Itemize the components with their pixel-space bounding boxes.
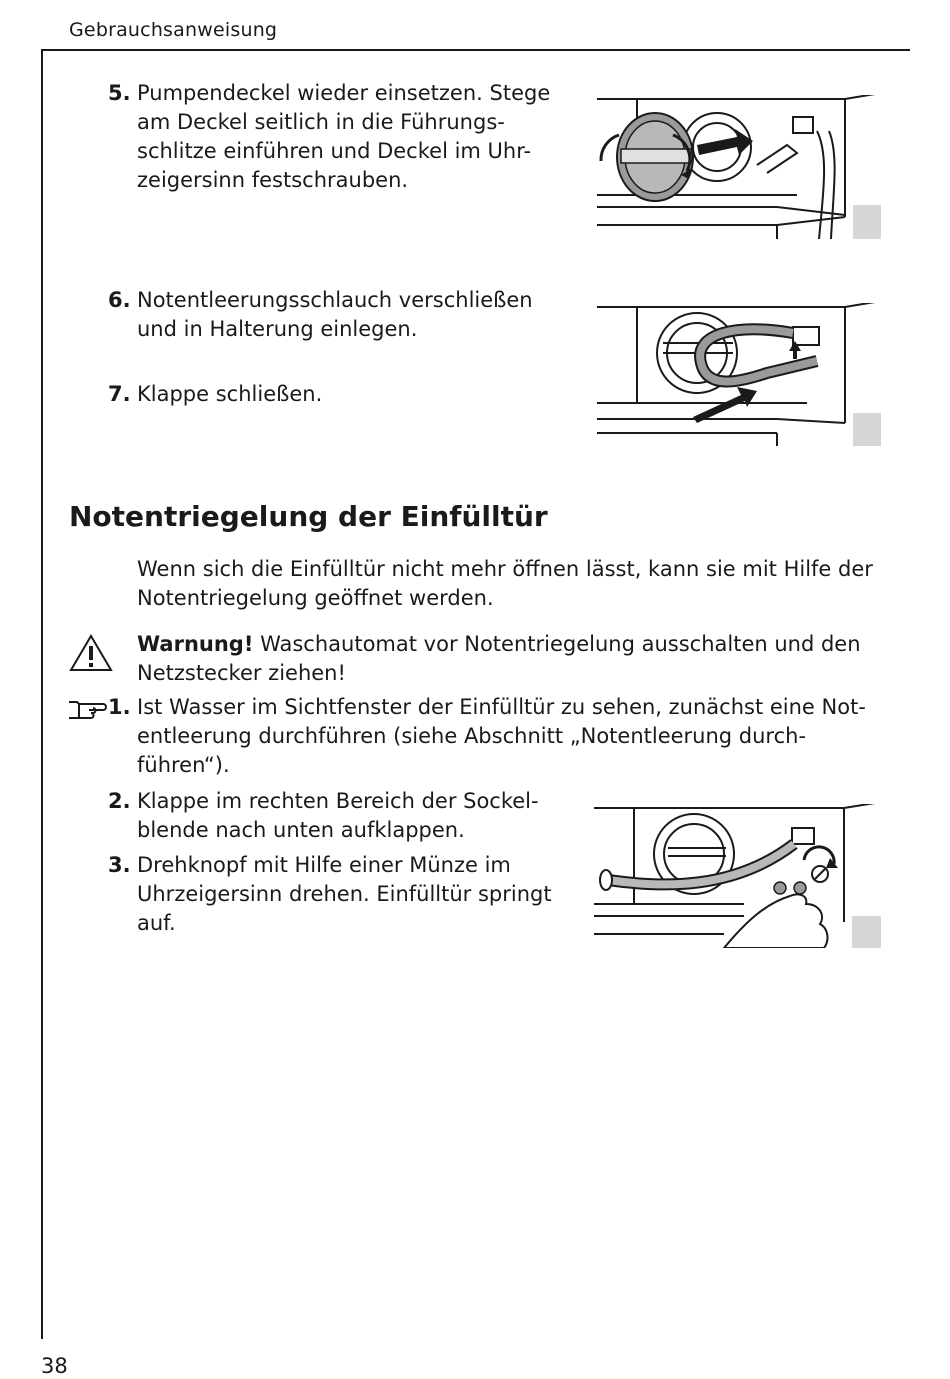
hose-holder-illustration xyxy=(597,303,881,446)
warning-line1: Waschautomat vor Notentriegelung ausschalten und den xyxy=(253,632,861,656)
step-line: Drehknopf mit Hilfe einer Münze im xyxy=(137,853,511,877)
header-rule xyxy=(41,49,910,51)
pump-cover-illustration xyxy=(597,95,881,239)
step-number: 1. xyxy=(108,695,131,719)
step-line: Klappe schließen. xyxy=(137,382,323,406)
warning-label: Warnung! xyxy=(137,632,254,656)
warning-line2: Netzstecker ziehen! xyxy=(137,661,346,685)
step-line: führen“). xyxy=(137,753,230,777)
step-number: 2. xyxy=(108,789,131,813)
pointing-hand-icon xyxy=(67,698,107,722)
step-line: und in Halterung einlegen. xyxy=(137,317,418,341)
step-line: Klappe im rechten Bereich der Sockel- xyxy=(137,789,539,813)
step-number: 6. xyxy=(108,288,131,312)
section-intro xyxy=(137,555,873,613)
emergency-release-illustration xyxy=(594,804,881,948)
step-number: 5. xyxy=(108,81,131,105)
warning-text xyxy=(137,630,861,688)
header-title: Gebrauchsanweisung xyxy=(69,19,278,41)
step-line: Ist Wasser im Sichtfenster der Einfülltür zu sehen, zunächst eine Not- xyxy=(137,695,866,719)
step-line: zeigersinn festschrauben. xyxy=(137,168,409,192)
step-line: blende nach unten aufklappen. xyxy=(137,818,465,842)
step-line: auf. xyxy=(137,911,176,935)
step-line: Pumpendeckel wieder einsetzen. Stege xyxy=(137,81,551,105)
step-line: am Deckel seitlich in die Führungs- xyxy=(137,110,505,134)
warning-triangle-icon xyxy=(69,634,113,672)
step-line: entleerung durchführen (siehe Abschnitt „Notentleerung durch- xyxy=(137,724,807,748)
intro-line: Wenn sich die Einfülltür nicht mehr öffnen lässt, kann sie mit Hilfe der xyxy=(137,557,873,581)
intro-line: Notentriegelung geöffnet werden. xyxy=(137,586,494,610)
section-title: Notentriegelung der Einfülltür xyxy=(69,500,548,533)
step-number: 3. xyxy=(108,853,131,877)
step-line: schlitze einführen und Deckel im Uhr- xyxy=(137,139,532,163)
step-line: Notentleerungsschlauch verschließen xyxy=(137,288,533,312)
step-number: 7. xyxy=(108,382,131,406)
margin-rule xyxy=(41,49,43,1339)
page-number: 38 xyxy=(41,1354,68,1378)
step-line: Uhrzeigersinn drehen. Einfülltür springt xyxy=(137,882,552,906)
